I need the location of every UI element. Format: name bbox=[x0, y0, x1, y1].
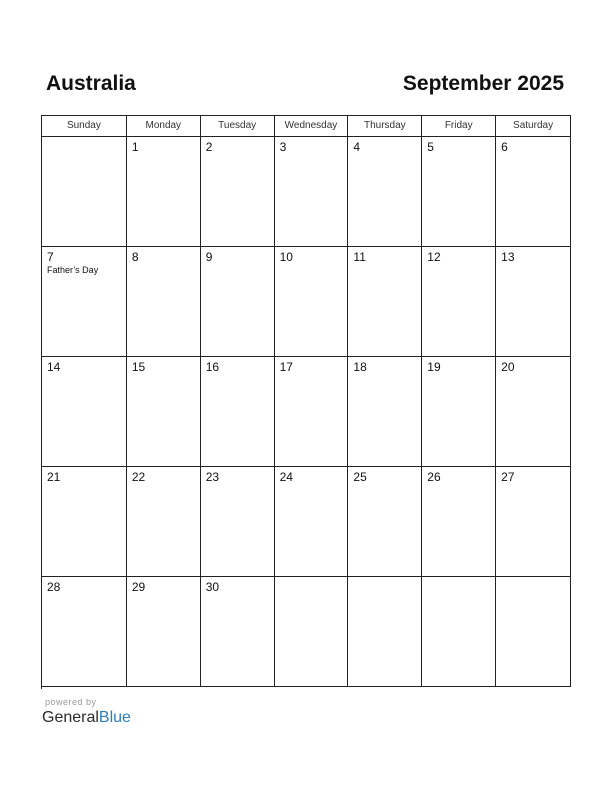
day-number: 1 bbox=[131, 140, 139, 154]
day-number: 2 bbox=[205, 140, 213, 154]
week-row bbox=[42, 137, 571, 247]
day-cell bbox=[127, 357, 201, 467]
day-number: 28 bbox=[47, 580, 61, 594]
day-cell bbox=[348, 137, 422, 247]
day-number: 4 bbox=[353, 140, 361, 154]
calendar-grid bbox=[41, 115, 571, 689]
day-cell bbox=[348, 247, 422, 357]
weekday-header-tuesday: Tuesday bbox=[201, 116, 275, 137]
day-number: 11 bbox=[353, 250, 366, 264]
weekday-header-monday: Monday bbox=[127, 116, 201, 137]
day-cell bbox=[275, 467, 349, 577]
day-number: 27 bbox=[501, 470, 515, 484]
day-number: 24 bbox=[279, 470, 293, 484]
month-year-title: September 2025 bbox=[402, 72, 564, 95]
day-cell bbox=[422, 247, 496, 357]
day-cell bbox=[42, 247, 127, 357]
day-cell bbox=[127, 137, 201, 247]
day-cell bbox=[422, 467, 496, 577]
weekday-header-row bbox=[42, 116, 571, 137]
day-number: 25 bbox=[353, 470, 367, 484]
day-number: 19 bbox=[427, 360, 441, 374]
footer-branding bbox=[42, 697, 131, 728]
day-number: 13 bbox=[501, 250, 515, 264]
day-cell bbox=[127, 467, 201, 577]
week-row bbox=[42, 467, 571, 577]
day-cell bbox=[127, 577, 201, 687]
day-number: 21 bbox=[47, 470, 61, 484]
day-number: 9 bbox=[205, 250, 213, 264]
day-cell bbox=[42, 467, 127, 577]
day-cell bbox=[422, 577, 496, 687]
day-cell bbox=[422, 357, 496, 467]
day-cell bbox=[348, 577, 422, 687]
day-cell bbox=[275, 577, 349, 687]
brand-logo-general: General bbox=[42, 709, 99, 726]
day-cell bbox=[201, 137, 275, 247]
day-cell bbox=[496, 137, 571, 247]
day-cell bbox=[422, 137, 496, 247]
day-cell bbox=[275, 357, 349, 467]
day-number: 16 bbox=[205, 360, 220, 374]
day-cell bbox=[496, 357, 571, 467]
day-cell bbox=[127, 247, 201, 357]
day-number: 15 bbox=[131, 360, 146, 374]
day-number: 5 bbox=[427, 140, 434, 154]
day-cell bbox=[42, 137, 127, 247]
weekday-header-wednesday: Wednesday bbox=[275, 116, 349, 137]
weekday-header-saturday: Saturday bbox=[496, 116, 571, 137]
day-number: 22 bbox=[131, 470, 146, 484]
weekday-header-thursday: Thursday bbox=[348, 116, 422, 137]
day-number: 23 bbox=[205, 470, 220, 484]
day-number: 14 bbox=[47, 360, 61, 374]
country-title: Australia bbox=[46, 72, 136, 95]
week-row bbox=[42, 577, 571, 687]
week-row bbox=[42, 357, 571, 467]
day-cell bbox=[275, 247, 349, 357]
powered-by-text: powered by bbox=[45, 697, 97, 707]
day-number: 30 bbox=[205, 580, 220, 594]
day-number: 29 bbox=[131, 580, 146, 594]
day-cell bbox=[496, 247, 571, 357]
brand-logo[interactable] bbox=[42, 708, 131, 728]
day-cell bbox=[201, 357, 275, 467]
day-cell bbox=[201, 247, 275, 357]
day-number: 18 bbox=[353, 360, 367, 374]
day-number: 7 bbox=[47, 250, 54, 264]
holiday-label: Father’s Day bbox=[47, 265, 99, 275]
day-cell bbox=[42, 577, 127, 687]
weeks-container bbox=[42, 137, 571, 687]
day-number: 8 bbox=[131, 250, 139, 264]
day-cell bbox=[348, 357, 422, 467]
day-cell bbox=[496, 577, 571, 687]
day-number: 20 bbox=[501, 360, 515, 374]
day-cell bbox=[348, 467, 422, 577]
weekday-header-sunday: Sunday bbox=[42, 116, 127, 137]
day-cell bbox=[275, 137, 349, 247]
day-cell bbox=[42, 357, 127, 467]
day-number: 17 bbox=[279, 360, 293, 374]
day-cell bbox=[496, 467, 571, 577]
weekday-header-friday: Friday bbox=[422, 116, 496, 137]
week-row bbox=[42, 247, 571, 357]
day-cell bbox=[201, 577, 275, 687]
day-number: 12 bbox=[427, 250, 441, 264]
day-number: 26 bbox=[427, 470, 441, 484]
day-number: 3 bbox=[279, 140, 287, 154]
day-number: 6 bbox=[501, 140, 508, 154]
day-cell bbox=[201, 467, 275, 577]
day-number: 10 bbox=[279, 250, 293, 264]
brand-logo-blue: Blue bbox=[98, 709, 131, 726]
